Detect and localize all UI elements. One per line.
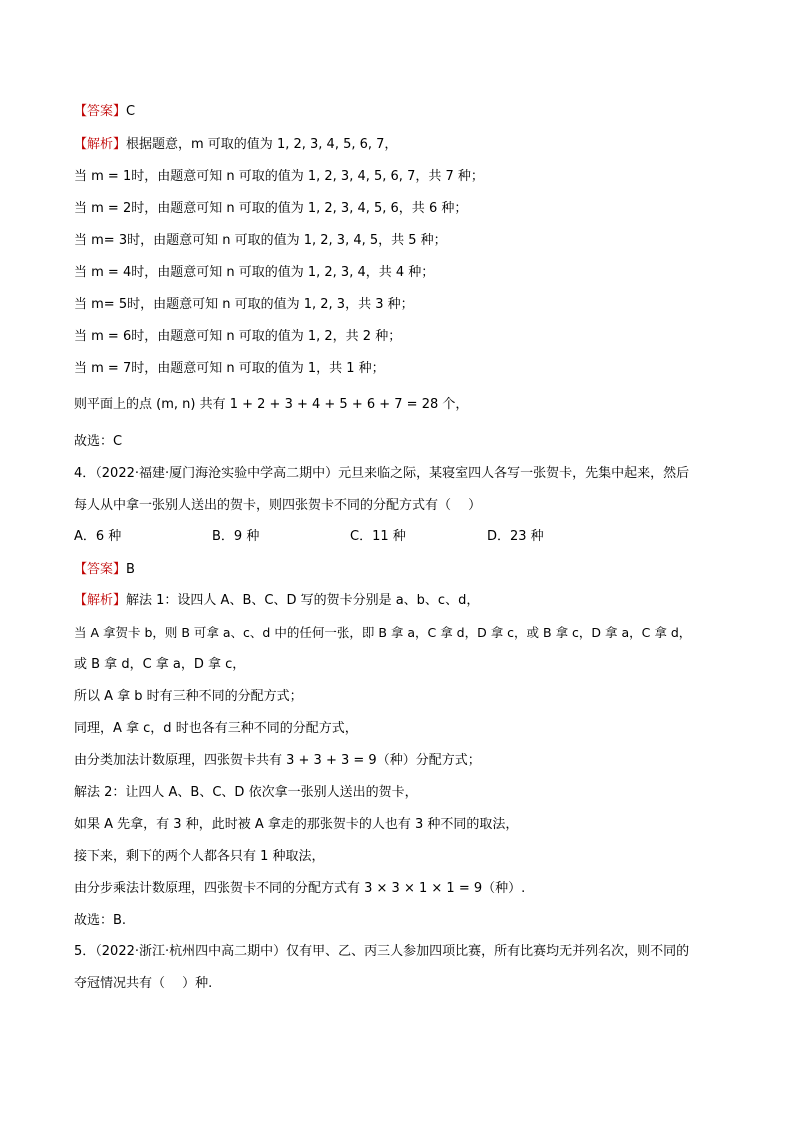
solution-line: 同理，A 拿 c，d 时也各有三种不同的分配方式， — [74, 721, 358, 736]
solution-line: 当 m= 5时，由题意可知 n 可取的值为 1, 2, 3，共 3 种； — [74, 297, 414, 312]
choice-line: 故选：B. — [74, 913, 127, 928]
solution-line: 当 m = 2时，由题意可知 n 可取的值为 1, 2, 3, 4, 5, 6，共 6 种； — [74, 201, 468, 216]
analysis-tag: 【解析】 — [74, 137, 127, 152]
choice-line: 故选：C — [74, 434, 123, 449]
solution-line: 或 B 拿 d，C 拿 a，D 拿 c， — [74, 657, 246, 672]
options-row — [74, 528, 728, 546]
solution-line: 所以 A 拿 b 时有三种不同的分配方式； — [74, 689, 303, 704]
answer-value: C — [126, 104, 136, 119]
solution-line: 当 m = 6时，由题意可知 n 可取的值为 1, 2，共 2 种； — [74, 329, 402, 344]
answer-tag: 【答案】 — [74, 562, 127, 577]
solution-line: 由分类加法计数原理，四张贺卡共有 3 + 3 + 3 = 9（种）分配方式； — [74, 753, 481, 768]
question-stem: 4．（2022·福建·厦门海沧实验中学高二期中）元旦来临之际，某寝室四人各写一张贺卡，先集中起来，然后 — [74, 466, 690, 481]
solution-line: 如果 A 先拿，有 3 种，此时被 A 拿走的那张贺卡的人也有 3 种不同的取法， — [74, 817, 519, 832]
solution-line: 解法 2：让四人 A、B、C、D 依次拿一张别人送出的贺卡， — [74, 785, 418, 800]
question-stem: 夺冠情况共有（ ）种. — [74, 976, 213, 991]
answer-value: B — [126, 562, 135, 577]
solution-line: 由分步乘法计数原理，四张贺卡不同的分配方式有 3 × 3 × 1 × 1 = 9（种）. — [74, 881, 526, 896]
solution-line: 则平面上的点 (m, n) 共有 1 + 2 + 3 + 4 + 5 + 6 + 7 = 28 个， — [74, 397, 469, 412]
solution-line: 接下来，剩下的两个人都各只有 1 种取法， — [74, 849, 325, 864]
solution-line: 当 A 拿贺卡 b，则 B 可拿 a、c、d 中的任何一张，即 B 拿 a，C 拿 d，D 拿 c，或 B 拿 c，D 拿 a，C 拿 d， — [74, 625, 692, 640]
q3-answer-line — [74, 103, 728, 121]
solution-line: 当 m = 4时，由题意可知 n 可取的值为 1, 2, 3, 4，共 4 种； — [74, 265, 435, 280]
solution-line: 当 m= 3时，由题意可知 n 可取的值为 1, 2, 3, 4, 5，共 5 种； — [74, 233, 447, 248]
answer-tag: 【答案】 — [74, 104, 127, 119]
q3-analysis-line — [74, 136, 728, 154]
option-b: B．9 种 — [212, 529, 260, 544]
solution-line: 当 m = 7时，由题意可知 n 可取的值为 1，共 1 种； — [74, 361, 385, 376]
option-a: A．6 种 — [74, 529, 122, 544]
question-stem: 5．（2022·浙江·杭州四中高二期中）仅有甲、乙、丙三人参加四项比赛，所有比赛均无并列名次，则不同的 — [74, 944, 690, 959]
option-c: C．11 种 — [350, 529, 406, 544]
question-stem: 每人从中拿一张别人送出的贺卡，则四张贺卡不同的分配方式有（ ） — [74, 498, 482, 513]
analysis-tag: 【解析】 — [74, 593, 127, 608]
q4-analysis-line — [74, 592, 728, 610]
solution-line: 当 m = 1时，由题意可知 n 可取的值为 1, 2, 3, 4, 5, 6, 7，共 7 种； — [74, 169, 484, 184]
analysis-text: 根据题意，m 可取的值为 1, 2, 3, 4, 5, 6, 7， — [126, 137, 398, 152]
analysis-text: 解法 1：设四人 A、B、C、D 写的贺卡分别是 a、b、c、d， — [126, 593, 480, 608]
option-d: D．23 种 — [487, 529, 544, 544]
q4-answer-line — [74, 561, 728, 579]
